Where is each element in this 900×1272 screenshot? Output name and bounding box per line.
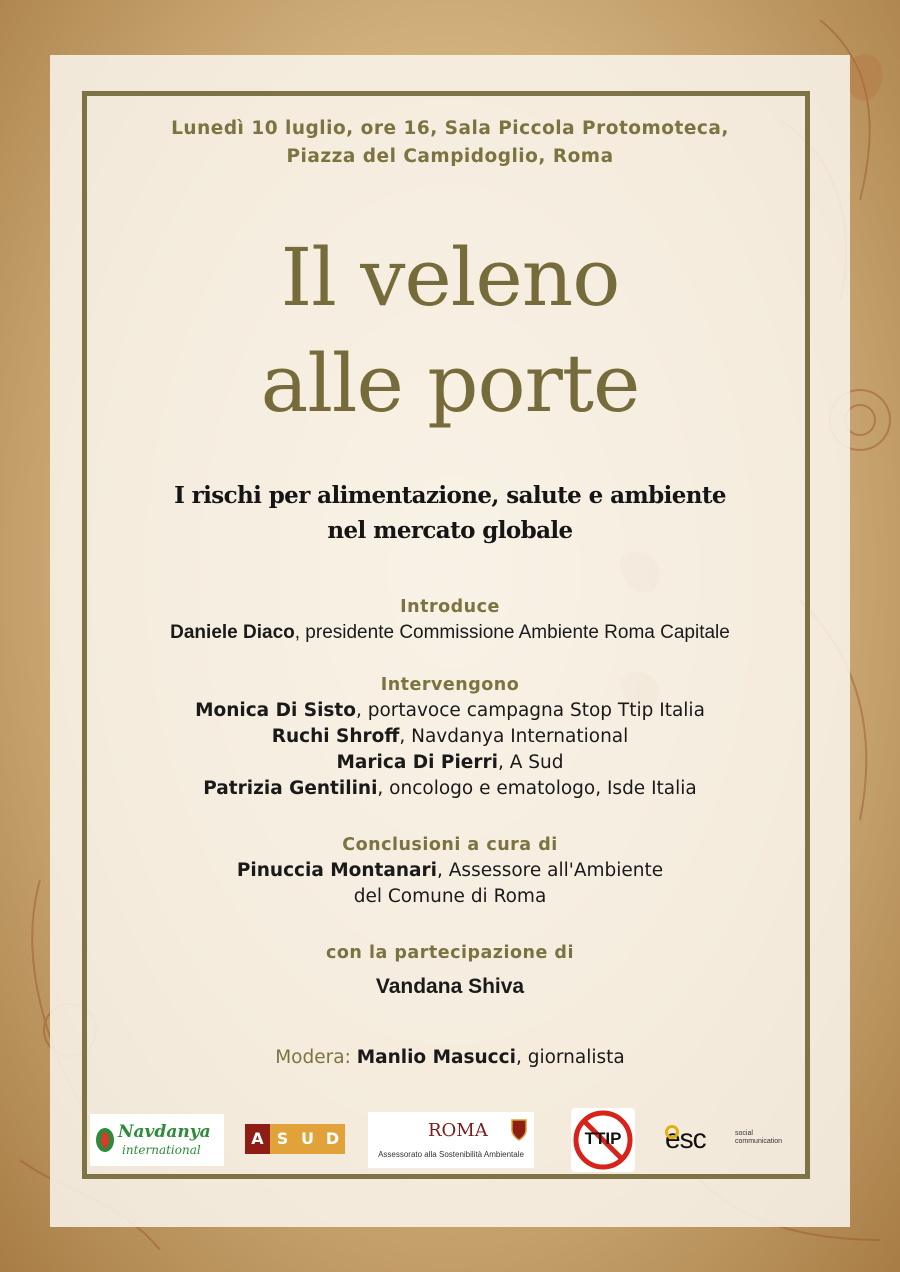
navdanya-name: Navdanya — [118, 1122, 211, 1142]
speaker-name: Monica Di Sisto — [195, 700, 356, 721]
roma-crest-icon — [510, 1118, 528, 1142]
event-venue — [50, 115, 850, 171]
esc-accent-icon — [665, 1125, 679, 1139]
navdanya-tagline: international — [122, 1143, 201, 1157]
moderator-name: Manlio Masucci — [356, 1047, 516, 1068]
speaker-item — [50, 698, 850, 724]
asud-logo — [245, 1124, 345, 1154]
roma-logo — [368, 1112, 534, 1168]
conclusions-section — [50, 832, 850, 910]
speakers-heading: Intervengono — [380, 675, 520, 695]
roma-caption: Assessorato alla Sostenibilità Ambientale — [378, 1150, 524, 1159]
conclusions-role: , Assessore all'Ambiente — [437, 860, 664, 881]
participation-heading: con la partecipazione di — [326, 943, 574, 963]
esc-wordmark: esc — [665, 1123, 706, 1154]
title-line-1: Il veleno — [280, 231, 620, 324]
speaker-item — [50, 750, 850, 776]
asud-letter: S — [270, 1124, 295, 1154]
esc-tagline: social communication — [735, 1130, 783, 1145]
introduce-section — [50, 594, 850, 646]
introducer-role: , presidente Commissione Ambiente Roma Capitale — [294, 622, 730, 643]
conclusions-role-line-2: del Comune di Roma — [353, 886, 547, 907]
speaker-role: , oncologo e ematologo, Isde Italia — [377, 778, 697, 799]
speaker-name: Marica Di Pierri — [336, 752, 498, 773]
moderator-section — [50, 1045, 850, 1071]
speakers-section — [50, 672, 850, 802]
speaker-item — [50, 724, 850, 750]
subtitle-line-1: I rischi per alimentazione, salute e ambiente — [174, 482, 726, 509]
moderator-label: Modera: — [275, 1047, 357, 1068]
event-subtitle — [50, 478, 850, 548]
event-title — [50, 225, 850, 437]
speaker-role: , A Sud — [497, 752, 564, 773]
title-line-2: alle porte — [260, 337, 640, 430]
navdanya-leaf-icon — [94, 1126, 116, 1154]
introducer-name: Daniele Diaco — [170, 622, 295, 643]
participation-section — [50, 940, 850, 1000]
asud-letter: A — [245, 1124, 270, 1154]
introduce-heading: Introduce — [400, 597, 500, 617]
speaker-name: Patrizia Gentilini — [203, 778, 378, 799]
guest-name: Vandana Shiva — [375, 975, 525, 998]
moderator-role: , giornalista — [515, 1047, 625, 1068]
conclusions-heading: Conclusioni a cura di — [342, 835, 558, 855]
venue-line-2: Piazza del Campidoglio, Roma — [286, 146, 614, 167]
roma-name: ROMA — [428, 1120, 488, 1141]
stop-ttip-logo — [571, 1108, 635, 1172]
partner-logos — [0, 1108, 900, 1178]
speaker-role: , Navdanya International — [399, 726, 629, 747]
speaker-name: Ruchi Shroff — [271, 726, 400, 747]
venue-line-1: Lunedì 10 luglio, ore 16, Sala Piccola Protomoteca, — [171, 118, 729, 139]
subtitle-line-2: nel mercato globale — [327, 517, 573, 544]
asud-letter: D — [320, 1124, 345, 1154]
asud-letter: U — [295, 1124, 320, 1154]
esc-logo — [665, 1122, 795, 1158]
conclusions-name: Pinuccia Montanari — [236, 860, 438, 881]
speaker-item — [50, 776, 850, 802]
speaker-role: , portavoce campagna Stop Ttip Italia — [355, 700, 705, 721]
navdanya-logo — [90, 1114, 224, 1166]
ttip-text: TTIP — [584, 1129, 622, 1148]
